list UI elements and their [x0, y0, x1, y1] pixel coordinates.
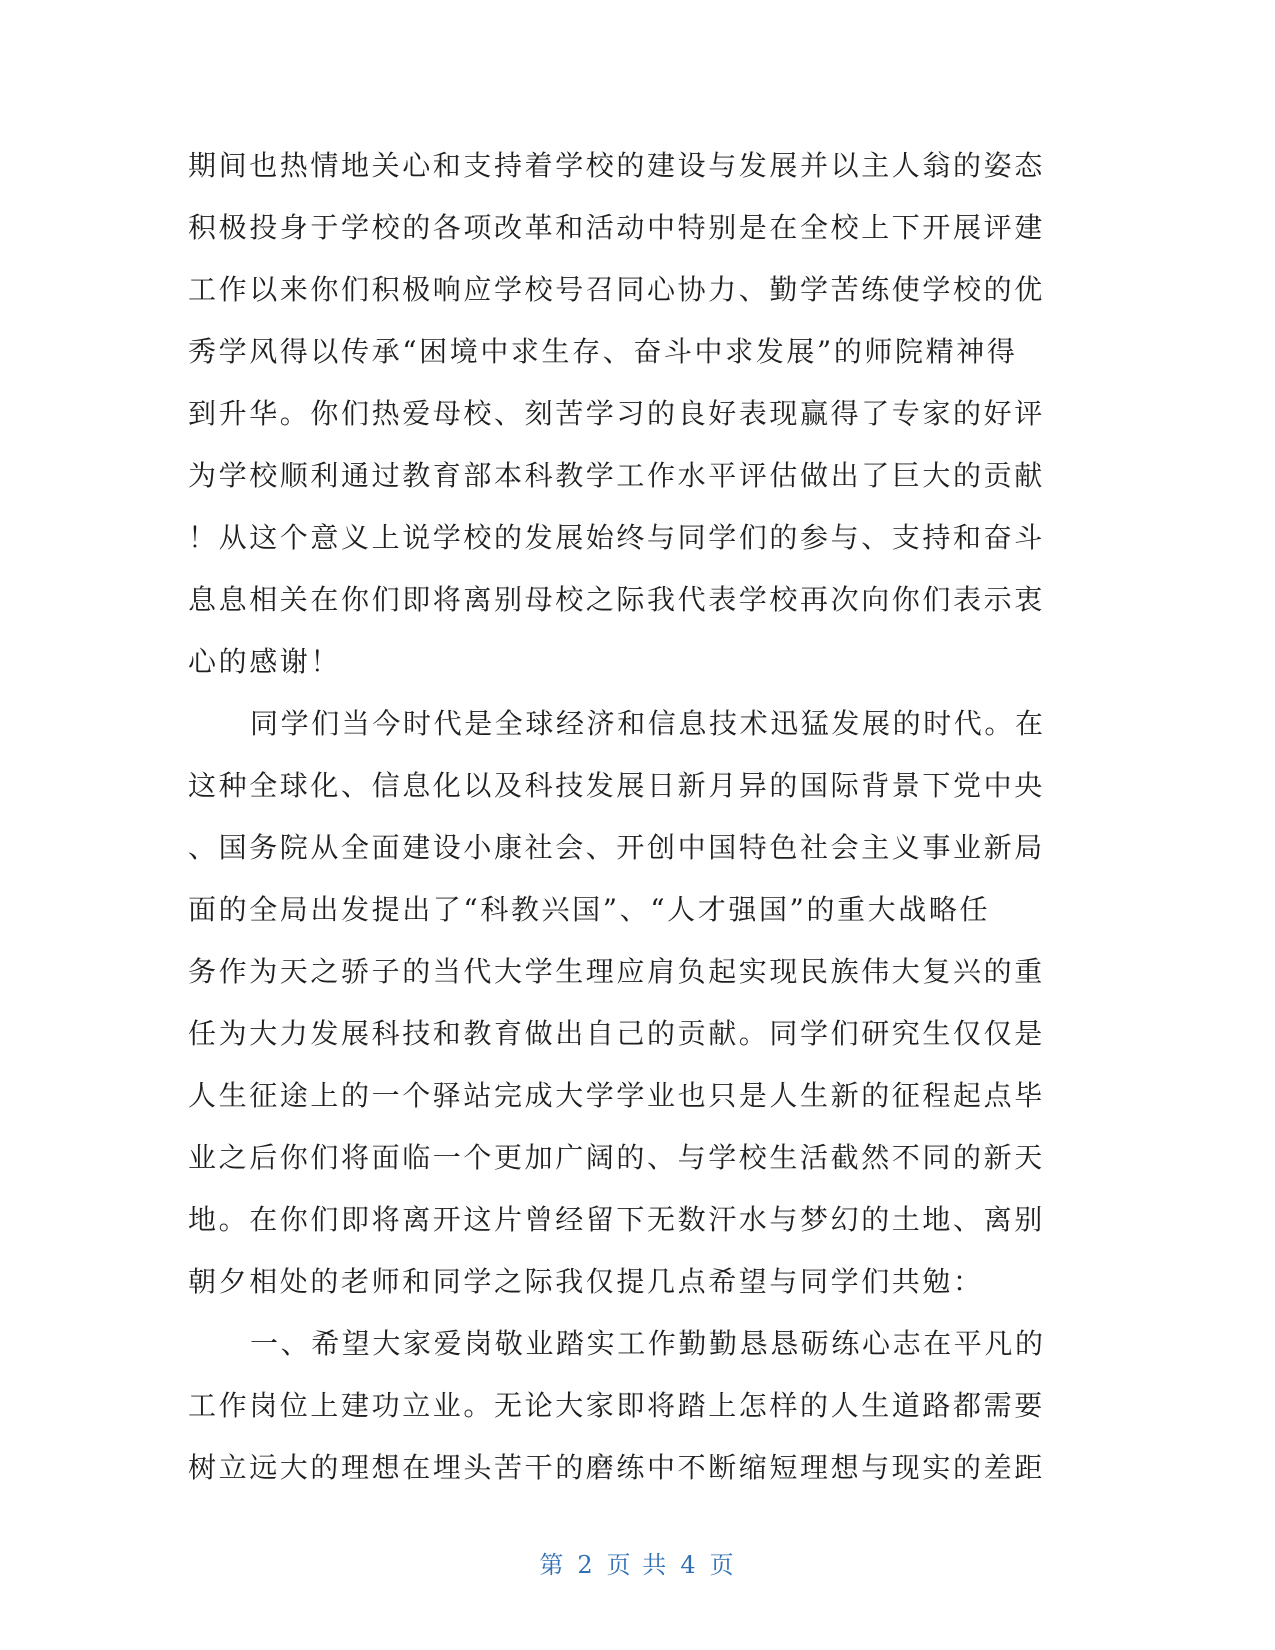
text-line: 、国务院从全面建设小康社会、开创中国特色社会主义事业新局: [188, 831, 1045, 864]
body-text: [188, 135, 1063, 1499]
page-number: 2: [577, 1551, 595, 1579]
paragraph-start-line: 一、希望大家爱岗敬业踏实工作勤勤恳恳砺练心志在平凡的: [250, 1327, 1046, 1360]
text-line: 期间也热情地关心和支持着学校的建设与发展并以主人翁的姿态: [188, 149, 1045, 182]
text-line: 人生征途上的一个驿站完成大学学业也只是人生新的征程起点毕: [188, 1079, 1045, 1112]
footer-suffix: 页: [709, 1551, 736, 1579]
text-line: 为学校顺利通过教育部本科教学工作水平评估做出了巨大的贡献: [188, 459, 1045, 492]
text-line: 工作岗位上建功立业。无论大家即将踏上怎样的人生道路都需要: [188, 1389, 1045, 1422]
text-line: 树立远大的理想在埋头苦干的磨练中不断缩短理想与现实的差距: [188, 1451, 1045, 1484]
footer-prefix: 第: [539, 1551, 566, 1579]
text-line: 到升华。你们热爱母校、刻苦学习的良好表现赢得了专家的好评: [188, 397, 1045, 430]
page-footer: [0, 1545, 1275, 1580]
text-line: 工作以来你们积极响应学校号召同心协力、勤学苦练使学校的优: [188, 273, 1045, 306]
paragraph-start-line: 同学们当今时代是全球经济和信息技术迅猛发展的时代。在: [250, 707, 1046, 740]
text-line: 息息相关在你们即将离别母校之际我代表学校再次向你们表示衷: [188, 583, 1045, 616]
text-line: 秀学风得以传承“困境中求生存、奋斗中求发展”的师院精神得: [188, 335, 1018, 368]
text-line: 朝夕相处的老师和同学之际我仅提几点希望与同学们共勉：: [188, 1265, 984, 1298]
text-line: 这种全球化、信息化以及科技发展日新月异的国际背景下党中央: [188, 769, 1045, 802]
text-line: 地。在你们即将离开这片曾经留下无数汗水与梦幻的土地、离别: [188, 1203, 1045, 1236]
text-line: 心的感谢！: [188, 645, 342, 678]
total-pages: 4: [680, 1551, 698, 1579]
text-line: 务作为天之骄子的当代大学生理应肩负起实现民族伟大复兴的重: [188, 955, 1045, 988]
text-line: ！从这个意义上说学校的发展始终与同学们的参与、支持和奋斗: [188, 521, 1045, 554]
text-line: 任为大力发展科技和教育做出自己的贡献。同学们研究生仅仅是: [188, 1017, 1045, 1050]
text-line: 面的全局出发提出了“科教兴国”、“人才强国”的重大战略任: [188, 893, 991, 926]
text-line: 积极投身于学校的各项改革和活动中特别是在全校上下开展评建: [188, 211, 1045, 244]
footer-middle: 页 共: [606, 1551, 669, 1579]
text-line: 业之后你们将面临一个更加广阔的、与学校生活截然不同的新天: [188, 1141, 1045, 1174]
